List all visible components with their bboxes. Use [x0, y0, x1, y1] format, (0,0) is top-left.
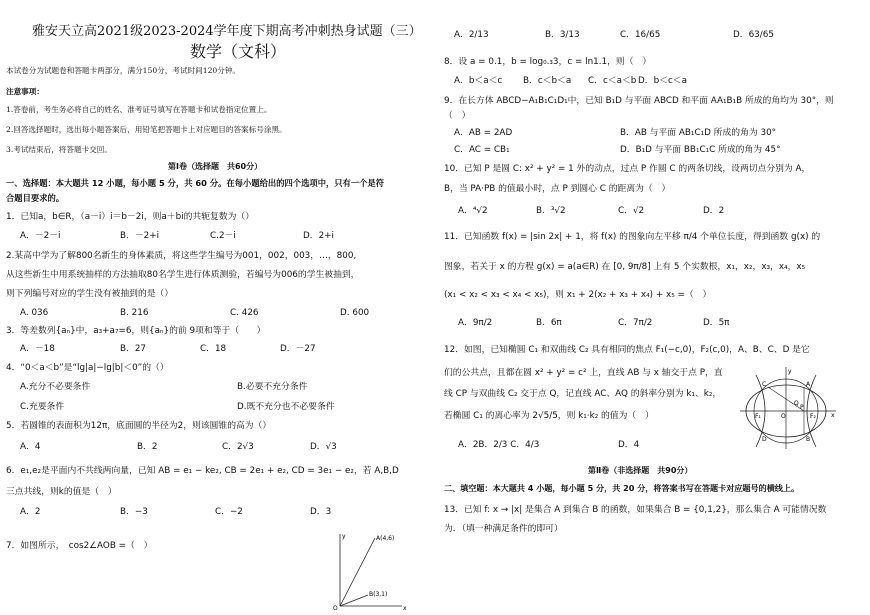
question-11-stem: (x₁ < x₂ < x₃ < x₄ < x₅)，则 x₁ + 2(x₂ + x₃ + x₄) + x₅ =（ ） [444, 290, 712, 300]
option: D.既不充分也不必要条件 [237, 402, 335, 412]
option: D．B₁D 与平面 BB₁C₁C 所成的角为 45° [620, 145, 781, 155]
question-9-stem: （ ） [444, 111, 471, 121]
option: A．4 [20, 442, 41, 452]
attention-item: 2.回答选择题时，选出每小题答案后，用铅笔把答题卡上对应题目的答案标号涂黑。 [6, 125, 287, 134]
option: C．16/65 [620, 30, 661, 40]
question-11-stem: 11．已知函数 f(x) = |sin 2x| + 1，将 f(x) 的图象向左平移 π/4 个单位长度，得到函数 g(x) 的 [444, 232, 821, 242]
q12-figure [738, 365, 838, 451]
part1-heading: 第Ⅰ卷（选择题 共60分） [168, 162, 263, 171]
question-12-stem: 线 CP 与双曲线 C₂ 交于点 Q，记直线 AC、AQ 的斜率分别为 k₁、k₂， [444, 389, 722, 399]
option: D．4 [618, 440, 640, 450]
option: D．3 [310, 507, 332, 517]
option: A．AB = 2AD [454, 128, 513, 138]
attention-item: 3.考试结束后，将答题卡交回。 [6, 145, 112, 154]
option: C．√2 [618, 206, 645, 216]
point-p-label: P [800, 404, 804, 411]
option: A．－18 [20, 344, 55, 354]
option: B．－2+i [120, 231, 160, 241]
question-7-stem: 7．如图所示， cos2∠AOB =（ ） [6, 541, 153, 551]
option: B．c＜b＜a [523, 76, 572, 86]
question-13-stem: 13．已知 f: x → |x| 是集合 A 到集合 B 的函数，如果集合 B = {0,1,2}，那么集合 A 可能情况数 [444, 505, 827, 515]
attention-item: 1.答卷前，考生务必将自己的姓名、准考证号填写在答题卡和试卷指定位置上。 [6, 105, 272, 114]
right-column [438, 0, 870, 615]
question-11-stem: 图象，若关于 x 的方程 g(x) = a(a∈R) 在 [0, 9π/8] 上有 5 个实数根，x₁，x₂，x₃，x₄，x₅ [444, 262, 806, 272]
question-1-stem: 1．已知a，b∈R，（a－i）i＝b－2i，则a＋bi的共轭复数为（） [6, 212, 255, 222]
option: B．6π [536, 318, 562, 328]
option: A．2B．2/3 C．4/3 [458, 440, 540, 450]
option: B．3/13 [545, 30, 580, 40]
option: A．－2－i [20, 231, 61, 241]
option: B. 216 [120, 308, 149, 318]
question-12-stem: 若椭圆 C₁ 的离心率为 2√5/5，则 k₁·k₂ 的值为（ ） [444, 411, 654, 421]
origin-label: O [781, 413, 786, 420]
option: B.必要不充分条件 [237, 382, 308, 392]
option: D．63/65 [733, 30, 774, 40]
option: A．⁴√2 [458, 206, 488, 216]
question-2-stem: 从这些新生中用系统抽样的方法抽取80名学生进行体质测验，若编号为006的学生被抽到， [6, 270, 360, 280]
option: C．7π/2 [618, 318, 653, 328]
option: C. 426 [230, 308, 259, 318]
option: D．2+i [303, 231, 334, 241]
y-axis-label: y [342, 533, 346, 540]
option: D．－27 [280, 344, 316, 354]
question-4-stem: 4．“0＜a＜b”是“lg|a|−lg|b|＜0”的（） [6, 363, 169, 373]
focus-f1-label: F₁ [755, 413, 761, 420]
option: A.充分不必要条件 [20, 382, 91, 392]
exam-subject: 数学（文科） [190, 42, 287, 61]
point-b-label: B [806, 436, 811, 443]
option: C．−2 [215, 507, 243, 517]
point-a-label: A(4,6) [376, 535, 395, 542]
option: C.充要条件 [20, 402, 65, 412]
question-13-stem: 为．（填一种满足条件的即可） [444, 524, 563, 534]
option: B．−3 [120, 507, 148, 517]
question-9-stem: 9．在长方体 ABCD−A₁B₁C₁D₁中，已知 B₁D 与平面 ABCD 和平面 AA₁B₁B 所成的角均为 30°，则 [444, 96, 834, 106]
point-d-label: D [762, 436, 767, 443]
question-10-stem: B，当 PA·PB 的值最小时，点 P 到圆心 C 的距离为（ ） [444, 184, 671, 194]
question-6-stem: 6．e₁,e₂是平面内不共线两向量，已知 AB = e₁ − ke₂, CB = 2e₁ + e₂, CD = 3e₁ − e₂，若 A,B,D [6, 466, 399, 476]
origin-label: O [333, 605, 338, 612]
option: D．5π [703, 318, 730, 328]
option: C．AC = CB₁ [454, 145, 510, 155]
left-column [0, 0, 430, 615]
point-b-label: B(3,1) [369, 591, 388, 598]
option: D．b＜c＜a [638, 76, 687, 86]
question-2-stem: 则下列编号对应的学生没有被抽到的是（） [6, 289, 174, 299]
option: C．18 [200, 344, 227, 354]
option: C．c＜a＜b [588, 76, 637, 86]
part1-intro: 一、选择题：本大题共 12 小题，每小题 5 分，共 60 分。在每小题给出的四个选项中，只有一个是符 [6, 178, 385, 188]
attention-heading: 注意事项： [6, 87, 44, 96]
question-8-stem: 8．设 a = 0.1，b = log₀.₃3，c = ln1.1，则（ ） [444, 57, 652, 67]
q7-figure [330, 530, 410, 612]
question-10-stem: 10．已知 P 是圆 C: x² + y² = 1 外的动点，过点 P 作圆 C 的两条切线，设两切点分别为 A， [444, 164, 811, 174]
question-6-stem: 三点共线，则k的值是（ ） [6, 487, 117, 497]
option: D. 600 [340, 308, 370, 318]
question-3-stem: 3．等差数列{aₙ}中，a₃+a₇=6，则{aₙ}的前 9项和等于（ ） [6, 326, 266, 336]
option: D．2 [703, 206, 725, 216]
option: A. 036 [20, 308, 49, 318]
option: B．³√2 [536, 206, 566, 216]
x-axis-label: x [831, 412, 835, 419]
question-12-stem: 12．如图，已知椭圆 C₁ 和双曲线 C₂ 具有相同的焦点 F₁(−c,0)，F₂(c,0)，A、B、C、D 是它 [444, 345, 810, 355]
option: A．9π/2 [458, 318, 493, 328]
x-axis-label: x [403, 605, 407, 612]
focus-f2-label: F₂ [810, 413, 816, 420]
ray-ob [340, 595, 368, 606]
option: B．AB 与平面 AB₁C₁D 所成的角为 30° [620, 128, 777, 138]
question-12-stem: 们的公共点，且都在圆 x² + y² = c² 上，直线 AB 与 x 轴交于点 P，直 [444, 368, 723, 378]
question-5-stem: 5．若圆锥的表面积为12π，底面圆的半径为2，则该圆锥的高为（） [6, 421, 272, 431]
exam-note: 本试卷分为试题卷和答题卡两部分，满分150分，考试时间120分钟。 [6, 66, 241, 75]
y-axis-label: y [788, 368, 792, 375]
point-c-label: C [762, 381, 767, 388]
option: B．27 [120, 344, 147, 354]
part2-intro: 二、填空题：本大题共 4 小题，每小题 5 分，共 20 分，将答案书写在答题卡对应题号的横线上。 [444, 483, 800, 493]
option: A．b＜a＜c [454, 76, 503, 86]
option: A．2/13 [454, 30, 489, 40]
part1-intro: 合题目要求的。 [6, 193, 65, 203]
option: C．2√3 [222, 442, 254, 452]
option: C.2－i [210, 231, 236, 241]
option: D．√3 [310, 442, 337, 452]
point-q-label: Q [794, 400, 799, 407]
part2-heading: 第Ⅱ卷（非选择题 共90分） [588, 466, 693, 475]
question-2-stem: 2.某高中学为了解800名新生的身体素质，将这些学生编号为001，002，003，…，800, [6, 251, 357, 261]
option: A．2 [20, 507, 41, 517]
point-a-label: A [806, 381, 811, 388]
option: B．2 [137, 442, 158, 452]
exam-title: 雅安天立高2021级2023-2024学年度下期高考冲刺热身试题（三） [32, 24, 422, 39]
